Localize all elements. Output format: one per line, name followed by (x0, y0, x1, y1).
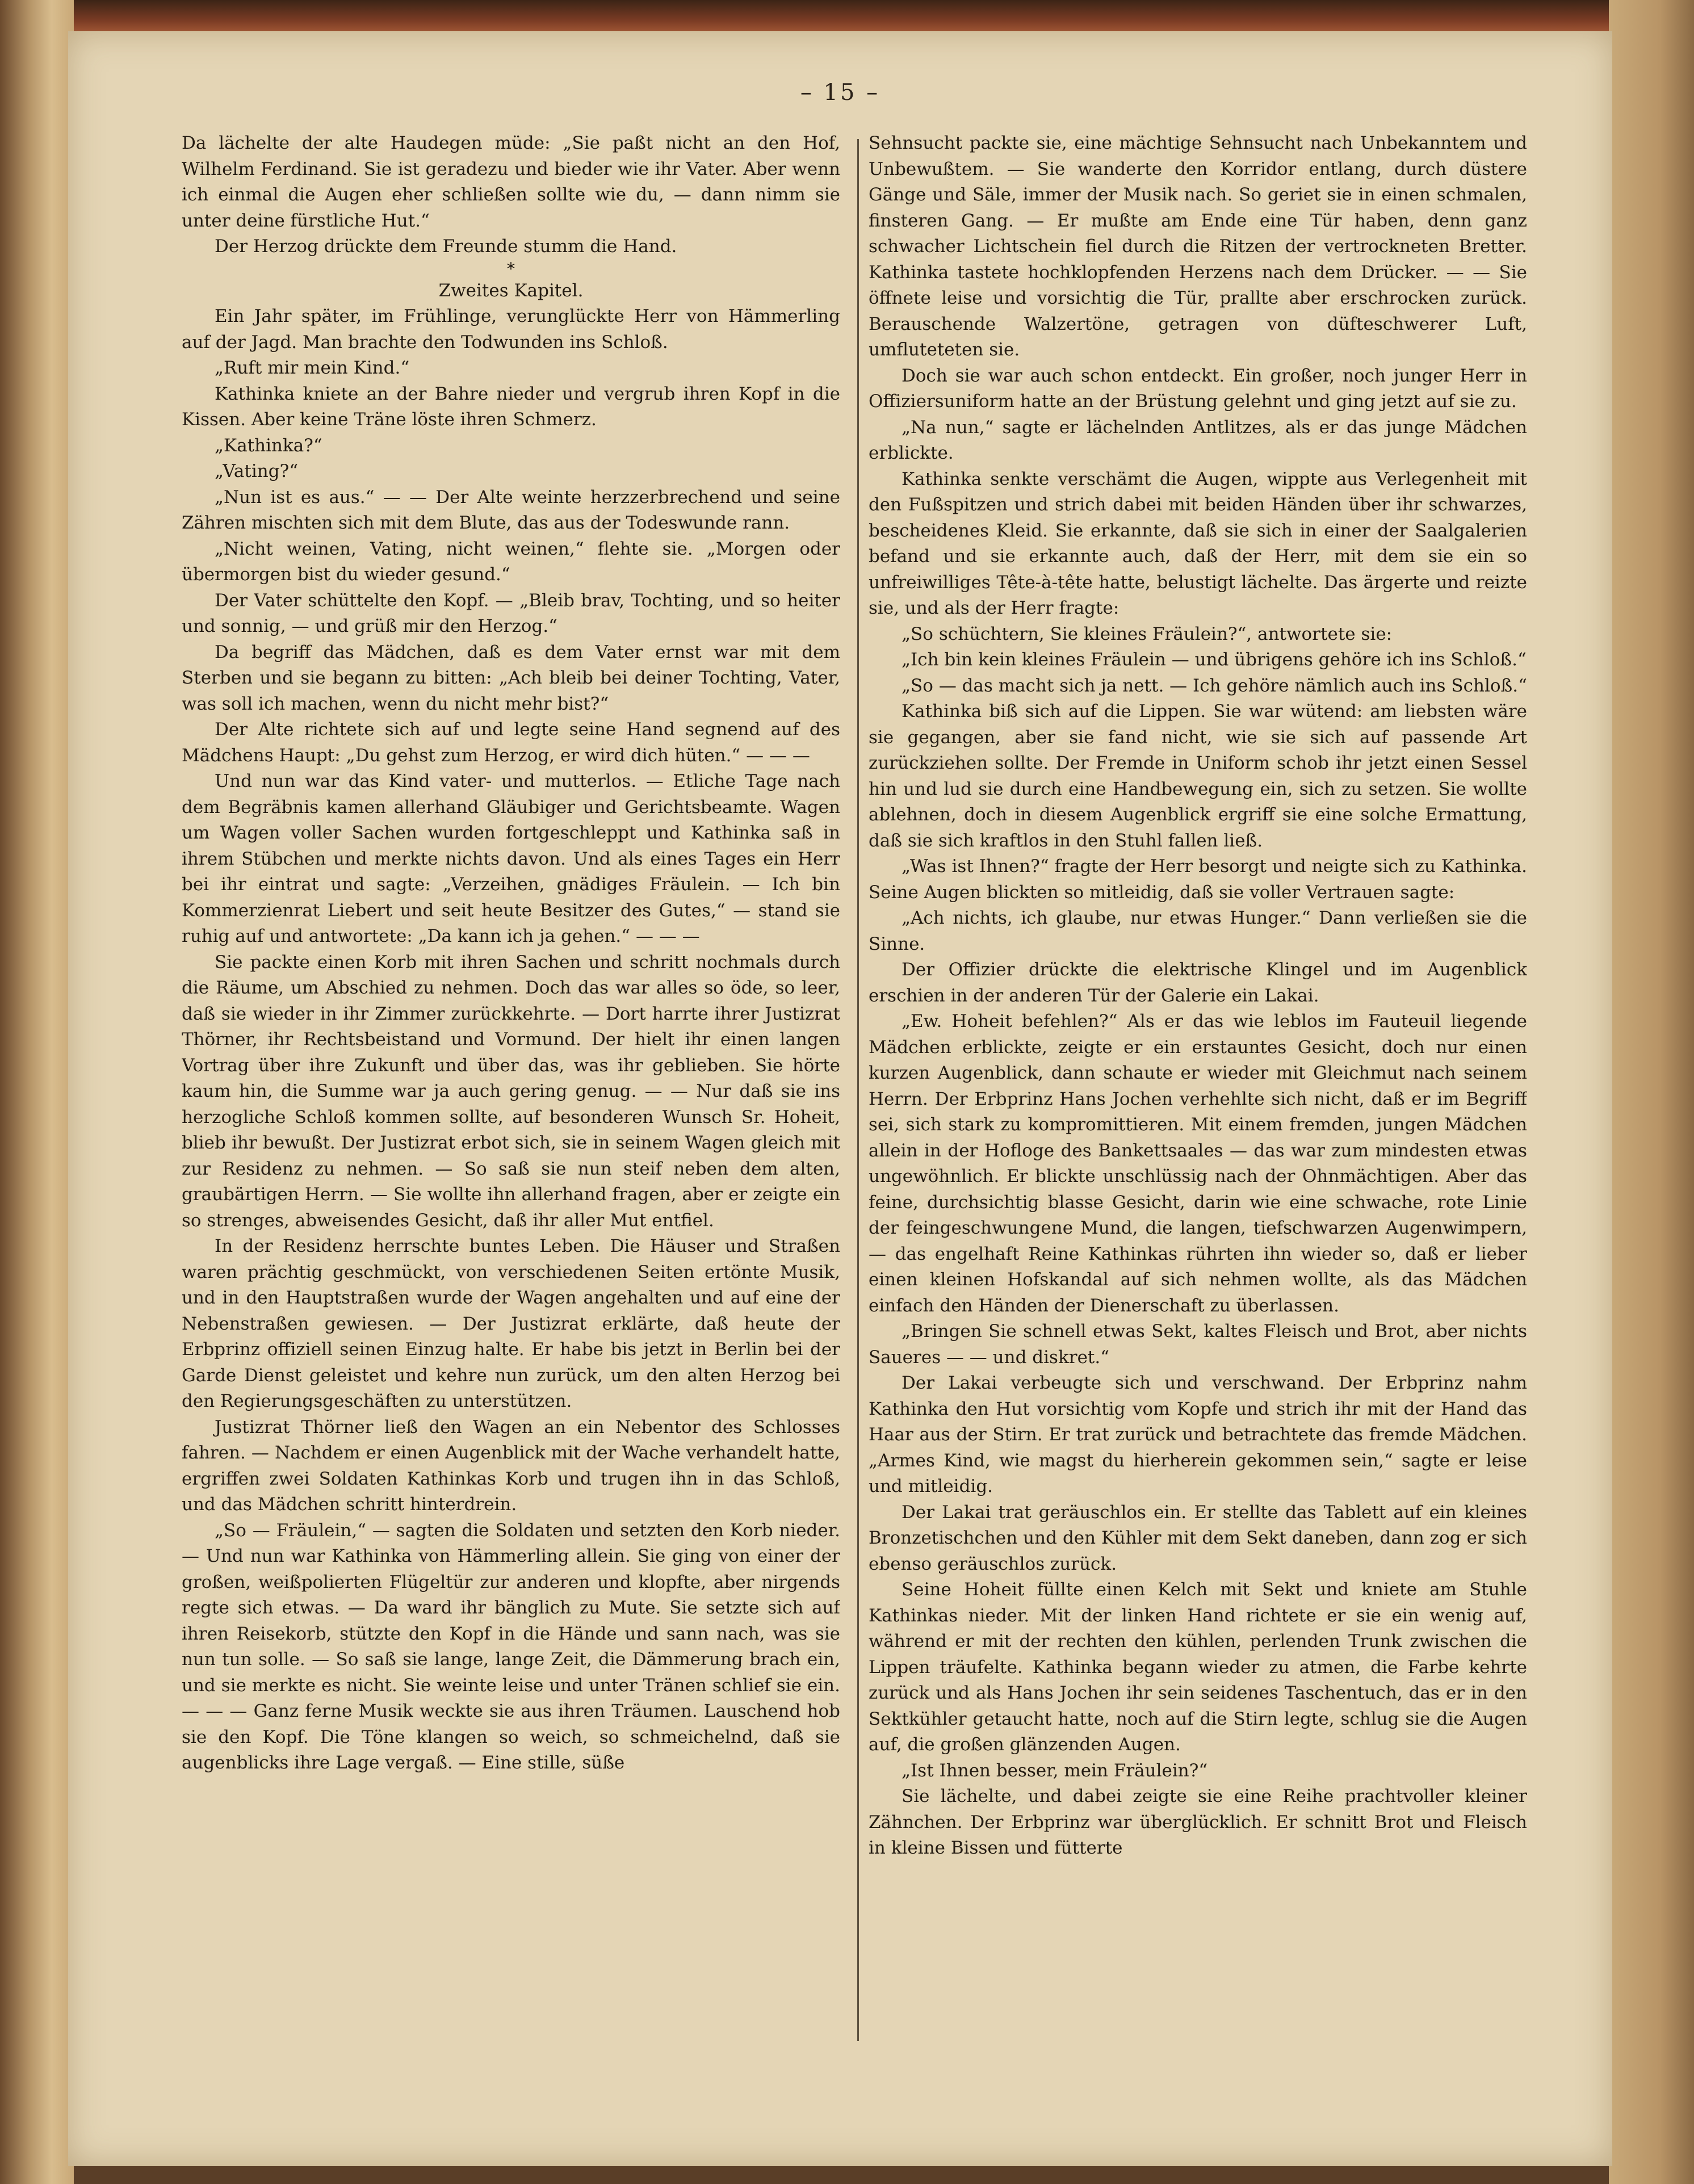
paragraph: Kathinka kniete an der Bahre nieder und vergrub ihren Kopf in die Kissen. Aber keine Träne löste ihren Schmerz. (182, 383, 840, 430)
paragraph: „Kathinka?“ (215, 435, 322, 456)
paragraph: Sehnsucht packte sie, eine mächtige Sehnsucht nach Unbekanntem und Unbewußtem. — Sie wanderte den Korridor entlang, durch düstere Gänge und Säle, immer der Musik nach. So geriet sie in einen schmalen, finsteren Gang. — Er mußte am Ende eine Tür haben, denn ganz schwacher Lichtschein fiel durch die Ritzen der vertrockneten Bretter. Kathinka tastete hochklopfenden Herzens nach dem Drücker. — — Sie öffnete leise und vorsichtig die Tür, prallte aber erschrocken zurück. Berauschende Walzertöne, getragen von düfteschwerer Luft, umfluteteten sie. (869, 133, 1527, 360)
paragraph: Kathinka biß sich auf die Lippen. Sie war wütend: am liebsten wäre sie gegangen, aber sie fand nicht, wie sie sich auf passende Art zurückziehen sollte. Der Fremde in Uniform schob ihr jetzt einen Sessel hin und lud sie durch eine Handbewegung ein, sich zu setzen. Sie wollte ablehnen, doch in diesem Augenblick ergriff sie eine solche Ermattung, daß sie sich kraftlos in den Stuhl fallen ließ. (869, 701, 1527, 851)
paragraph: „So schüchtern, Sie kleines Fräulein?“, antwortete sie: (901, 623, 1393, 644)
paragraph: Der Lakai trat geräuschlos ein. Er stellte das Tablett auf ein kleines Bronzetischchen und den Kühler mit dem Sekt daneben, dann zog er sich ebenso geräuschlos zurück. (869, 1502, 1527, 1574)
paragraph: Sie packte einen Korb mit ihren Sachen und schritt nochmals durch die Räume, um Abschied zu nehmen. Doch das war alles so öde, so leer, daß sie wieder in ihr Zimmer zurückkehrte. — Dort harrte ihrer Justizrat Thörner, ihr Rechtsbeistand und Vormund. Der hielt ihr einen langen Vortrag über ihre Zukunft und über das, was ihr geblieben. Sie hörte kaum hin, die Summe war ja auch gering genug. — — Nur daß sie ins herzogliche Schloß kommen sollte, auf besonderen Wunsch Sr. Hoheit, blieb ihr bewußt. Der Justizrat erbot sich, sie in seinem Wagen gleich mit zur Residenz zu nehmen. — So saß sie nun steif neben dem alten, graubärtigen Herrn. — Sie wollte ihn allerhand fragen, aber er zeigte ein so strenges, abweisendes Gesicht, daß ihr aller Mut entfiel. (182, 951, 840, 1231)
paragraph: Doch sie war auch schon entdeckt. Ein großer, noch junger Herr in Offiziersuniform hatte an der Brüstung gelehnt und ging jetzt auf sie zu. (869, 365, 1527, 412)
book-edge-top (0, 0, 1694, 34)
book-page-edges-left (0, 0, 74, 2184)
paragraph: Sie lächelte, und dabei zeigte sie eine Reihe prachtvoller kleiner Zähnchen. Der Erbprinz war überglücklich. Er schnitt Brot und Fleisch in kleine Bissen und fütterte (869, 1786, 1527, 1858)
paragraph: Der Alte richtete sich auf und legte seine Hand segnend auf des Mädchens Haupt: „Du gehst zum Herzog, er wird dich hüten.“ — — — (182, 719, 840, 766)
paragraph: Der Vater schüttelte den Kopf. — „Bleib brav, Tochting, und so heiter und sonnig, — und grüß mir den Herzog.“ (182, 590, 840, 636)
paragraph: Da lächelte der alte Haudegen müde: „Sie paßt nicht an den Hof, Wilhelm Ferdinand. Sie ist geradezu und bieder wie ihr Vater. Aber wenn ich einmal die Augen eher schließen sollte wie du, — dann nimm sie unter deine fürstliche Hut.“ (182, 133, 840, 231)
paragraph: „Ruft mir mein Kind.“ (215, 358, 410, 378)
book-page-edges-right (1609, 0, 1694, 2184)
column-divider (857, 139, 859, 2041)
paragraph: Justizrat Thörner ließ den Wagen an ein Nebentor des Schlosses fahren. — Nachdem er einen Augenblick mit der Wache verhandelt hatte, ergriffen zwei Soldaten Kathinkas Korb und trugen ihn in das Schloß, und das Mädchen schritt hinterdrein. (182, 1416, 840, 1515)
paragraph: Der Offizier drückte die elektrische Klingel und im Augenblick erschien in der anderen Tür der Galerie ein Lakai. (869, 959, 1527, 1006)
paragraph: Ein Jahr später, im Frühlinge, verunglückte Herr von Hämmerling auf der Jagd. Man brachte den Todwunden ins Schloß. (182, 306, 840, 353)
paragraph: Seine Hoheit füllte einen Kelch mit Sekt und kniete am Stuhle Kathinkas nieder. Mit der linken Hand richtete er sie ein wenig auf, während er mit der rechten den kühlen, perlenden Trunk zwischen die Lippen träufelte. Kathinka begann wieder zu atmen, die Farbe kehrte zurück und als Hans Jochen ihr sein seidenes Taschentuch, das er in den Sektkühler getaucht hatte, noch auf die Stirn legte, schlug sie die Augen auf, die großen glänzenden Augen. (869, 1579, 1527, 1755)
paragraph: „Ach nichts, ich glaube, nur etwas Hunger.“ Dann verließen sie die Sinne. (869, 908, 1527, 954)
section-separator: * (507, 259, 515, 278)
paragraph: „Na nun,“ sagte er lächelnden Antlitzes, als er das junge Mädchen erblickte. (869, 417, 1527, 463)
paragraph: Da begriff das Mädchen, daß es dem Vater ernst war mit dem Sterben und sie begann zu bitten: „Ach bleib bei deiner Tochting, Vater, was soll ich machen, wenn du nicht mehr bist?“ (182, 642, 840, 714)
chapter-heading: Zweites Kapitel. (438, 280, 584, 301)
paragraph: Kathinka senkte verschämt die Augen, wippte aus Verlegenheit mit den Fußspitzen und strich dabei mit beiden Händen über ihr schwarzes, bescheidenes Kleid. Sie erkannte, daß sie sich in einer der Saalgalerien befand und sie erkannte auch, daß der Herr, mit dem sie ein so unfreiwilliges Tête-à-tête hatte, belustigt lächelte. Das ärgerte und reizte sie, und als der Herr fragte: (869, 468, 1527, 618)
paragraph: „Nicht weinen, Vating, nicht weinen,“ flehte sie. „Morgen oder übermorgen bist du wieder gesund.“ (182, 538, 840, 585)
paragraph: „Vating?“ (215, 461, 299, 481)
paragraph: Und nun war das Kind vater- und mutterlos. — Etliche Tage nach dem Begräbnis kamen allerhand Gläubiger und Gerichtsbeamte. Wagen um Wagen voller Sachen wurden fortgeschleppt und Kathinka saß in ihrem Stübchen und merkte nichts davon. Und als eines Tages ein Herr bei ihr eintrat und sagte: „Verzeihen, gnädiges Fräulein. — Ich bin Kommerzienrat Liebert und seit heute Besitzer des Gutes,“ — stand sie ruhig auf und antwortete: „Da kann ich ja gehen.“ — — — (182, 771, 840, 946)
paragraph: „Was ist Ihnen?“ fragte der Herr besorgt und neigte sich zu Kathinka. Seine Augen blickten so mitleidig, daß sie voller Vertrauen sagte: (869, 856, 1527, 903)
paragraph: „Ich bin kein kleines Fräulein — und übrigens gehöre ich ins Schloß.“ (901, 649, 1527, 670)
paragraph: In der Residenz herrschte buntes Leben. Die Häuser und Straßen waren prächtig geschmückt, von verschiedenen Seiten ertönte Musik, und in den Hauptstraßen wurde der Wagen angehalten und auf eine der Nebenstraßen gewiesen. — Der Justizrat erklärte, daß heute der Erbprinz offiziell seinen Einzug halte. Er habe bis jetzt in Berlin bei der Garde Dienst geleistet und kehre nun zurück, um den alten Herzog bei den Regierungsgeschäften zu unterstützen. (182, 1236, 840, 1411)
paragraph: „Ist Ihnen besser, mein Fräulein?“ (901, 1760, 1208, 1781)
book-page (68, 31, 1612, 2166)
page-number: – 15 – (800, 79, 880, 106)
paragraph: „So — das macht sich ja nett. — Ich gehöre nämlich auch ins Schloß.“ (901, 675, 1527, 696)
paragraph: Der Herzog drückte dem Freunde stumm die Hand. (215, 236, 677, 257)
paragraph: Der Lakai verbeugte sich und verschwand. Der Erbprinz nahm Kathinka den Hut vorsichtig vom Kopfe und strich ihr mit der Hand das Haar aus der Stirn. Er trat zurück und betrachtete das fremde Mädchen. „Armes Kind, wie magst du hierherein gekommen sein,“ sagte er leise und mitleidig. (869, 1373, 1527, 1496)
left-column (182, 131, 840, 2061)
paragraph: „So — Fräulein,“ — sagten die Soldaten und setzten den Korb nieder. — Und nun war Kathinka von Hämmerling allein. Sie ging von einer der großen, weißpolierten Flügeltür zur anderen und klopfte, aber nirgends regte sich etwas. — Da ward ihr bänglich zu Mute. Sie setzte sich auf ihren Reisekorb, stützte den Kopf in die Hände und sann nach, was sie nun tun solle. — So saß sie lange, lange Zeit, die Dämmerung brach ein, und sie merkte es nicht. Sie weinte leise und unter Tränen schlief sie ein. — — — Ganz ferne Musik weckte sie aus ihren Träumen. Lauschend hob sie den Kopf. Die Töne klangen so weich, so schmeichelnd, daß sie augenblicks ihre Lage vergaß. — Eine stille, süße (182, 1520, 840, 1773)
right-column (869, 131, 1527, 2061)
paragraph: „Bringen Sie schnell etwas Sekt, kaltes Fleisch und Brot, aber nichts Saueres — — und diskret.“ (869, 1321, 1527, 1368)
paragraph: „Nun ist es aus.“ — — Der Alte weinte herzzerbrechend und seine Zähren mischten sich mit dem Blute, das aus der Todeswunde rann. (182, 487, 840, 533)
paragraph: „Ew. Hoheit befehlen?“ Als er das wie leblos im Fauteuil liegende Mädchen erblickte, zeigte er ein erstauntes Gesicht, doch nur einen kurzen Augenblick, dann schaute er wieder mit Gleichmut nach seinem Herrn. Der Erbprinz Hans Jochen verhehlte sich nicht, daß er im Begriff sei, sich stark zu kompromittieren. Mit einem fremden, jungen Mädchen allein in der Hofloge des Bankettsaales — das war zum mindesten etwas ungewöhnlich. Er blickte unschlüssig nach der Ohnmächtigen. Aber das feine, durchsichtig blasse Gesicht, darin wie eine schwache, rote Linie der feingeschwungene Mund, die langen, tiefschwarzen Augenwimpern, — das engelhaft Reine Kathinkas rührten ihn wieder so, daß er lieber einen kleinen Hofskandal auf sich nehmen wollte, als das Mädchen einfach den Händen der Dienerschaft zu überlassen. (869, 1011, 1527, 1316)
